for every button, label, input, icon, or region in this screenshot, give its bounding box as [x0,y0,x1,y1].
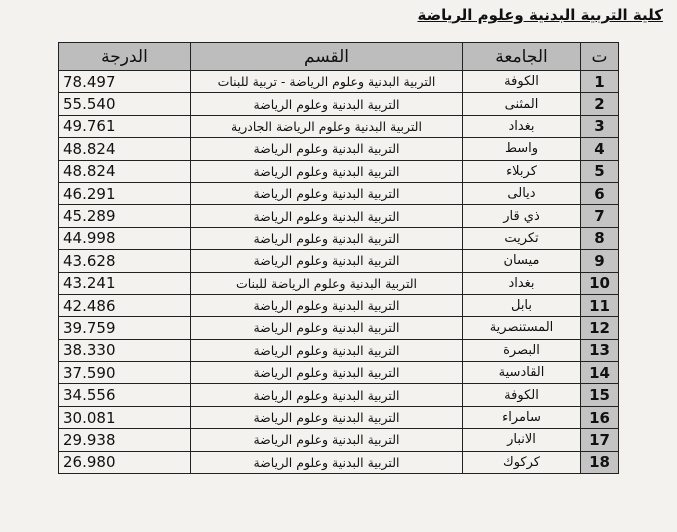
university-cell: ميسان [463,250,581,272]
table-row [59,339,619,361]
university-cell: كربلاء [463,160,581,182]
score-cell: 30.081 [59,406,191,428]
department-cell: التربية البدنية وعلوم الرياضة [191,182,463,204]
university-cell: البصرة [463,339,581,361]
row-number: 16 [581,406,619,428]
table-row [59,115,619,137]
header-score: الدرجة [59,43,191,71]
table-row [59,294,619,316]
header-department: القسم [191,43,463,71]
score-cell: 46.291 [59,182,191,204]
row-number: 9 [581,250,619,272]
row-number: 5 [581,160,619,182]
score-cell: 34.556 [59,384,191,406]
table-row [59,250,619,272]
university-cell: تكريت [463,227,581,249]
department-cell: التربية البدنية وعلوم الرياضة الجادرية [191,115,463,137]
score-cell: 43.628 [59,250,191,272]
row-number: 14 [581,362,619,384]
table-row [59,182,619,204]
department-cell: التربية البدنية وعلوم الرياضة [191,294,463,316]
department-cell: التربية البدنية وعلوم الرياضة [191,384,463,406]
department-cell: التربية البدنية وعلوم الرياضة [191,138,463,160]
table-row [59,384,619,406]
row-number: 13 [581,339,619,361]
table-row [59,317,619,339]
table-row [59,362,619,384]
table-header-row [59,43,619,71]
row-number: 2 [581,93,619,115]
score-cell: 39.759 [59,317,191,339]
row-number: 18 [581,451,619,473]
department-cell: التربية البدنية وعلوم الرياضة [191,205,463,227]
table-row [59,71,619,93]
score-cell: 29.938 [59,429,191,451]
score-cell: 43.241 [59,272,191,294]
row-number: 11 [581,294,619,316]
department-cell: التربية البدنية وعلوم الرياضة [191,406,463,428]
score-cell: 49.761 [59,115,191,137]
score-cell: 26.980 [59,451,191,473]
department-cell: التربية البدنية وعلوم الرياضة [191,227,463,249]
department-cell: التربية البدنية وعلوم الرياضة [191,93,463,115]
table-row [59,429,619,451]
score-cell: 48.824 [59,138,191,160]
university-cell: بغداد [463,272,581,294]
department-cell: التربية البدنية وعلوم الرياضة - تربية للبنات [191,71,463,93]
department-cell: التربية البدنية وعلوم الرياضة للبنات [191,272,463,294]
university-cell: المثنى [463,93,581,115]
university-cell: المستنصرية [463,317,581,339]
department-cell: التربية البدنية وعلوم الرياضة [191,362,463,384]
university-cell: الانبار [463,429,581,451]
department-cell: التربية البدنية وعلوم الرياضة [191,317,463,339]
department-cell: التربية البدنية وعلوم الرياضة [191,429,463,451]
row-number: 4 [581,138,619,160]
university-cell: بابل [463,294,581,316]
row-number: 17 [581,429,619,451]
header-university: الجامعة [463,43,581,71]
table-row [59,138,619,160]
department-cell: التربية البدنية وعلوم الرياضة [191,160,463,182]
university-cell: بغداد [463,115,581,137]
score-cell: 48.824 [59,160,191,182]
row-number: 8 [581,227,619,249]
row-number: 15 [581,384,619,406]
university-cell: الكوفة [463,71,581,93]
university-cell: سامراء [463,406,581,428]
department-cell: التربية البدنية وعلوم الرياضة [191,451,463,473]
page-title: كلية التربية البدنية وعلوم الرياضة [417,6,663,24]
university-cell: القادسية [463,362,581,384]
row-number: 6 [581,182,619,204]
header-num: ت [581,43,619,71]
table-row [59,160,619,182]
university-cell: واسط [463,138,581,160]
university-cell: الكوفة [463,384,581,406]
table-row [59,227,619,249]
row-number: 3 [581,115,619,137]
university-cell: ذي قار [463,205,581,227]
university-cell: كركوك [463,451,581,473]
row-number: 1 [581,71,619,93]
department-cell: التربية البدنية وعلوم الرياضة [191,339,463,361]
university-cell: ديالى [463,182,581,204]
department-cell: التربية البدنية وعلوم الرياضة [191,250,463,272]
results-table [58,42,619,474]
row-number: 7 [581,205,619,227]
score-cell: 37.590 [59,362,191,384]
table-row [59,272,619,294]
score-cell: 55.540 [59,93,191,115]
table-row [59,93,619,115]
table-row [59,451,619,473]
score-cell: 45.289 [59,205,191,227]
row-number: 10 [581,272,619,294]
table-row [59,205,619,227]
table-row [59,406,619,428]
score-cell: 78.497 [59,71,191,93]
table-body [59,71,619,474]
row-number: 12 [581,317,619,339]
score-cell: 44.998 [59,227,191,249]
score-cell: 42.486 [59,294,191,316]
score-cell: 38.330 [59,339,191,361]
